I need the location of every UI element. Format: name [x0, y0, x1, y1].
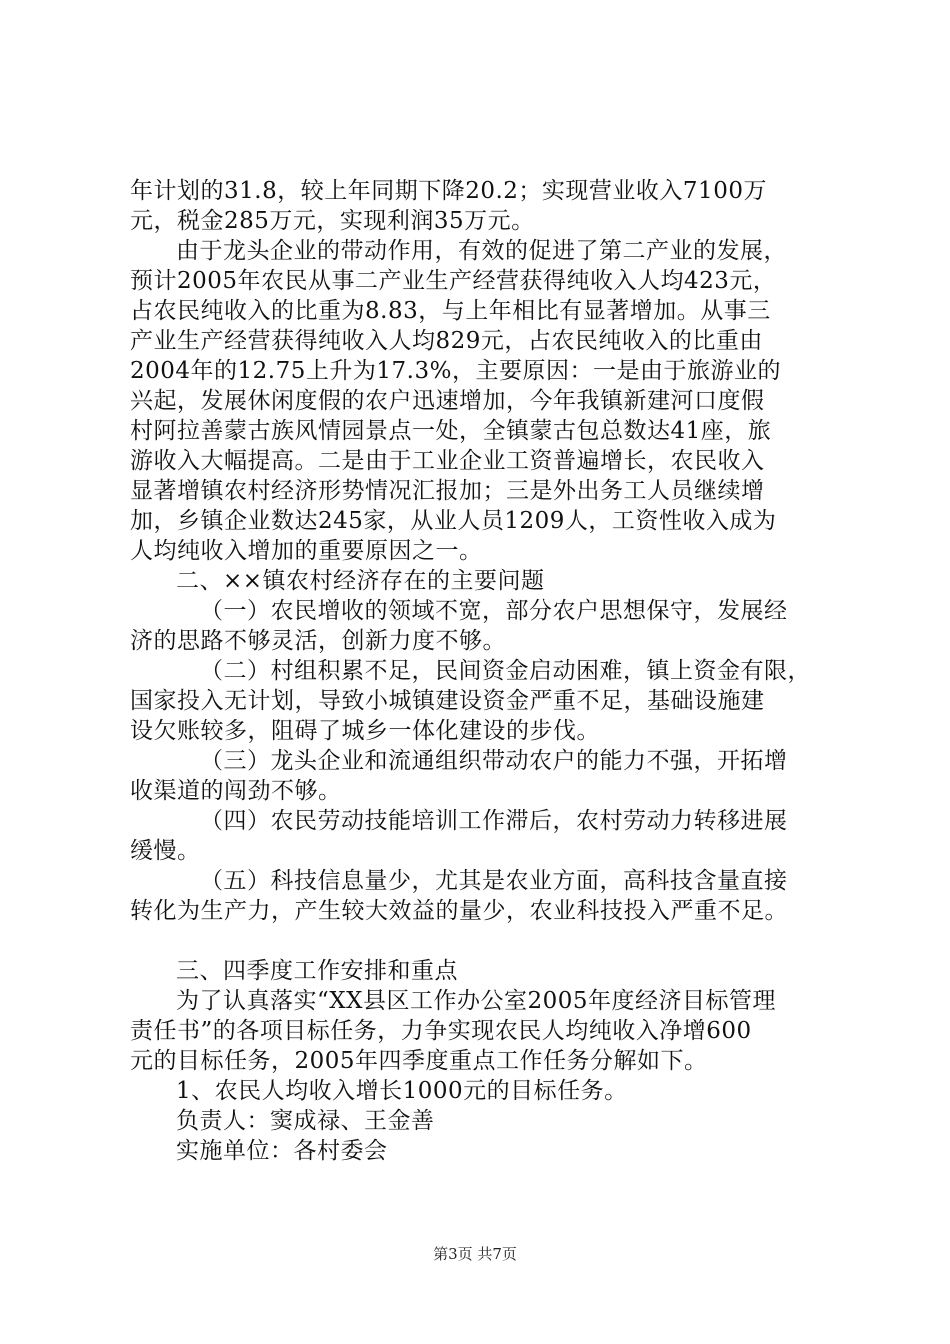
body-text-line: 年计划的31.8，较上年同期下降20.2；实现营业收入7100万	[130, 178, 767, 204]
body-text-line: 兴起，发展休闲度假的农户迅速增加，今年我镇新建河口度假	[130, 388, 765, 414]
body-text-line: 加，乡镇企业数达245家，从业人员1209人，工资性收入成为	[130, 508, 777, 534]
responsible-person: 负责人：窦成禄、王金善	[176, 1108, 435, 1134]
body-text-line: 显著增镇农村经济形势情况汇报加；三是外出务工人员继续增	[130, 478, 765, 504]
paragraph-gap	[130, 926, 840, 956]
body-text-line: 预计2005年农民从事二产业生产经营获得纯收入人均423元，	[130, 268, 777, 294]
list-item-start: （一）农民增收的领域不宽，部分农户思想保守，发展经	[200, 598, 788, 624]
body-text-line: 济的思路不够灵活，创新力度不够。	[130, 628, 506, 654]
body-text-line: 产业生产经营获得纯收入人均829元，占农民纯收入的比重由	[130, 328, 763, 354]
body-text-line: 元的目标任务，2005年四季度重点工作任务分解如下。	[130, 1048, 708, 1074]
body-text-line: 2004年的12.75上升为17.3%，主要原因：一是由于旅游业的	[130, 358, 781, 384]
body-text-line: 占农民纯收入的比重为8.83，与上年相比有显著增加。从事三	[130, 298, 771, 324]
list-item-start: （三）龙头企业和流通组织带动农户的能力不强，开拓增	[200, 748, 788, 774]
body-text-line: 国家投入无计划，导致小城镇建设资金严重不足，基础设施建	[130, 688, 765, 714]
section-heading: 三、四季度工作安排和重点	[176, 958, 458, 984]
list-item-start: （四）农民劳动技能培训工作滞后，农村劳动力转移进展	[200, 808, 788, 834]
body-text-line: 人均纯收入增加的重要原因之一。	[130, 538, 483, 564]
body-text-line: 收渠道的闯劲不够。	[130, 778, 342, 804]
body-text-line: 设欠账较多，阻碍了城乡一体化建设的步伐。	[130, 718, 600, 744]
body-text-line: 缓慢。	[130, 838, 201, 864]
page-number-label: 第3页 共7页	[433, 1245, 517, 1263]
list-item-start: （五）科技信息量少，尤其是农业方面，高科技含量直接	[200, 868, 788, 894]
paragraph-start: 为了认真落实“XX县区工作办公室2005年度经济目标管理	[176, 988, 777, 1014]
body-text-line: 转化为生产力，产生较大效益的量少，农业科技投入严重不足。	[130, 898, 788, 924]
task-item: 1、农民人均收入增长1000元的目标任务。	[176, 1078, 628, 1104]
implementing-unit: 实施单位：各村委会	[176, 1138, 388, 1164]
list-item-start: （二）村组积累不足，民间资金启动困难，镇上资金有限，	[200, 658, 811, 684]
body-text-line: 责任书”的各项目标任务，力争实现农民人均纯收入净增600	[130, 1018, 752, 1044]
paragraph-start: 由于龙头企业的带动作用，有效的促进了第二产业的发展，	[176, 238, 787, 264]
section-heading: 二、××镇农村经济存在的主要问题	[176, 568, 545, 594]
body-text-line: 村阿拉善蒙古族风情园景点一处，全镇蒙古包总数达41座，旅	[130, 418, 772, 444]
body-text-line: 元，税金285万元，实现利润35万元。	[130, 208, 535, 234]
body-text-line: 游收入大幅提高。二是由于工业企业工资普遍增长，农民收入	[130, 448, 765, 474]
page-footer	[0, 1244, 950, 1264]
document-body	[130, 176, 840, 1166]
